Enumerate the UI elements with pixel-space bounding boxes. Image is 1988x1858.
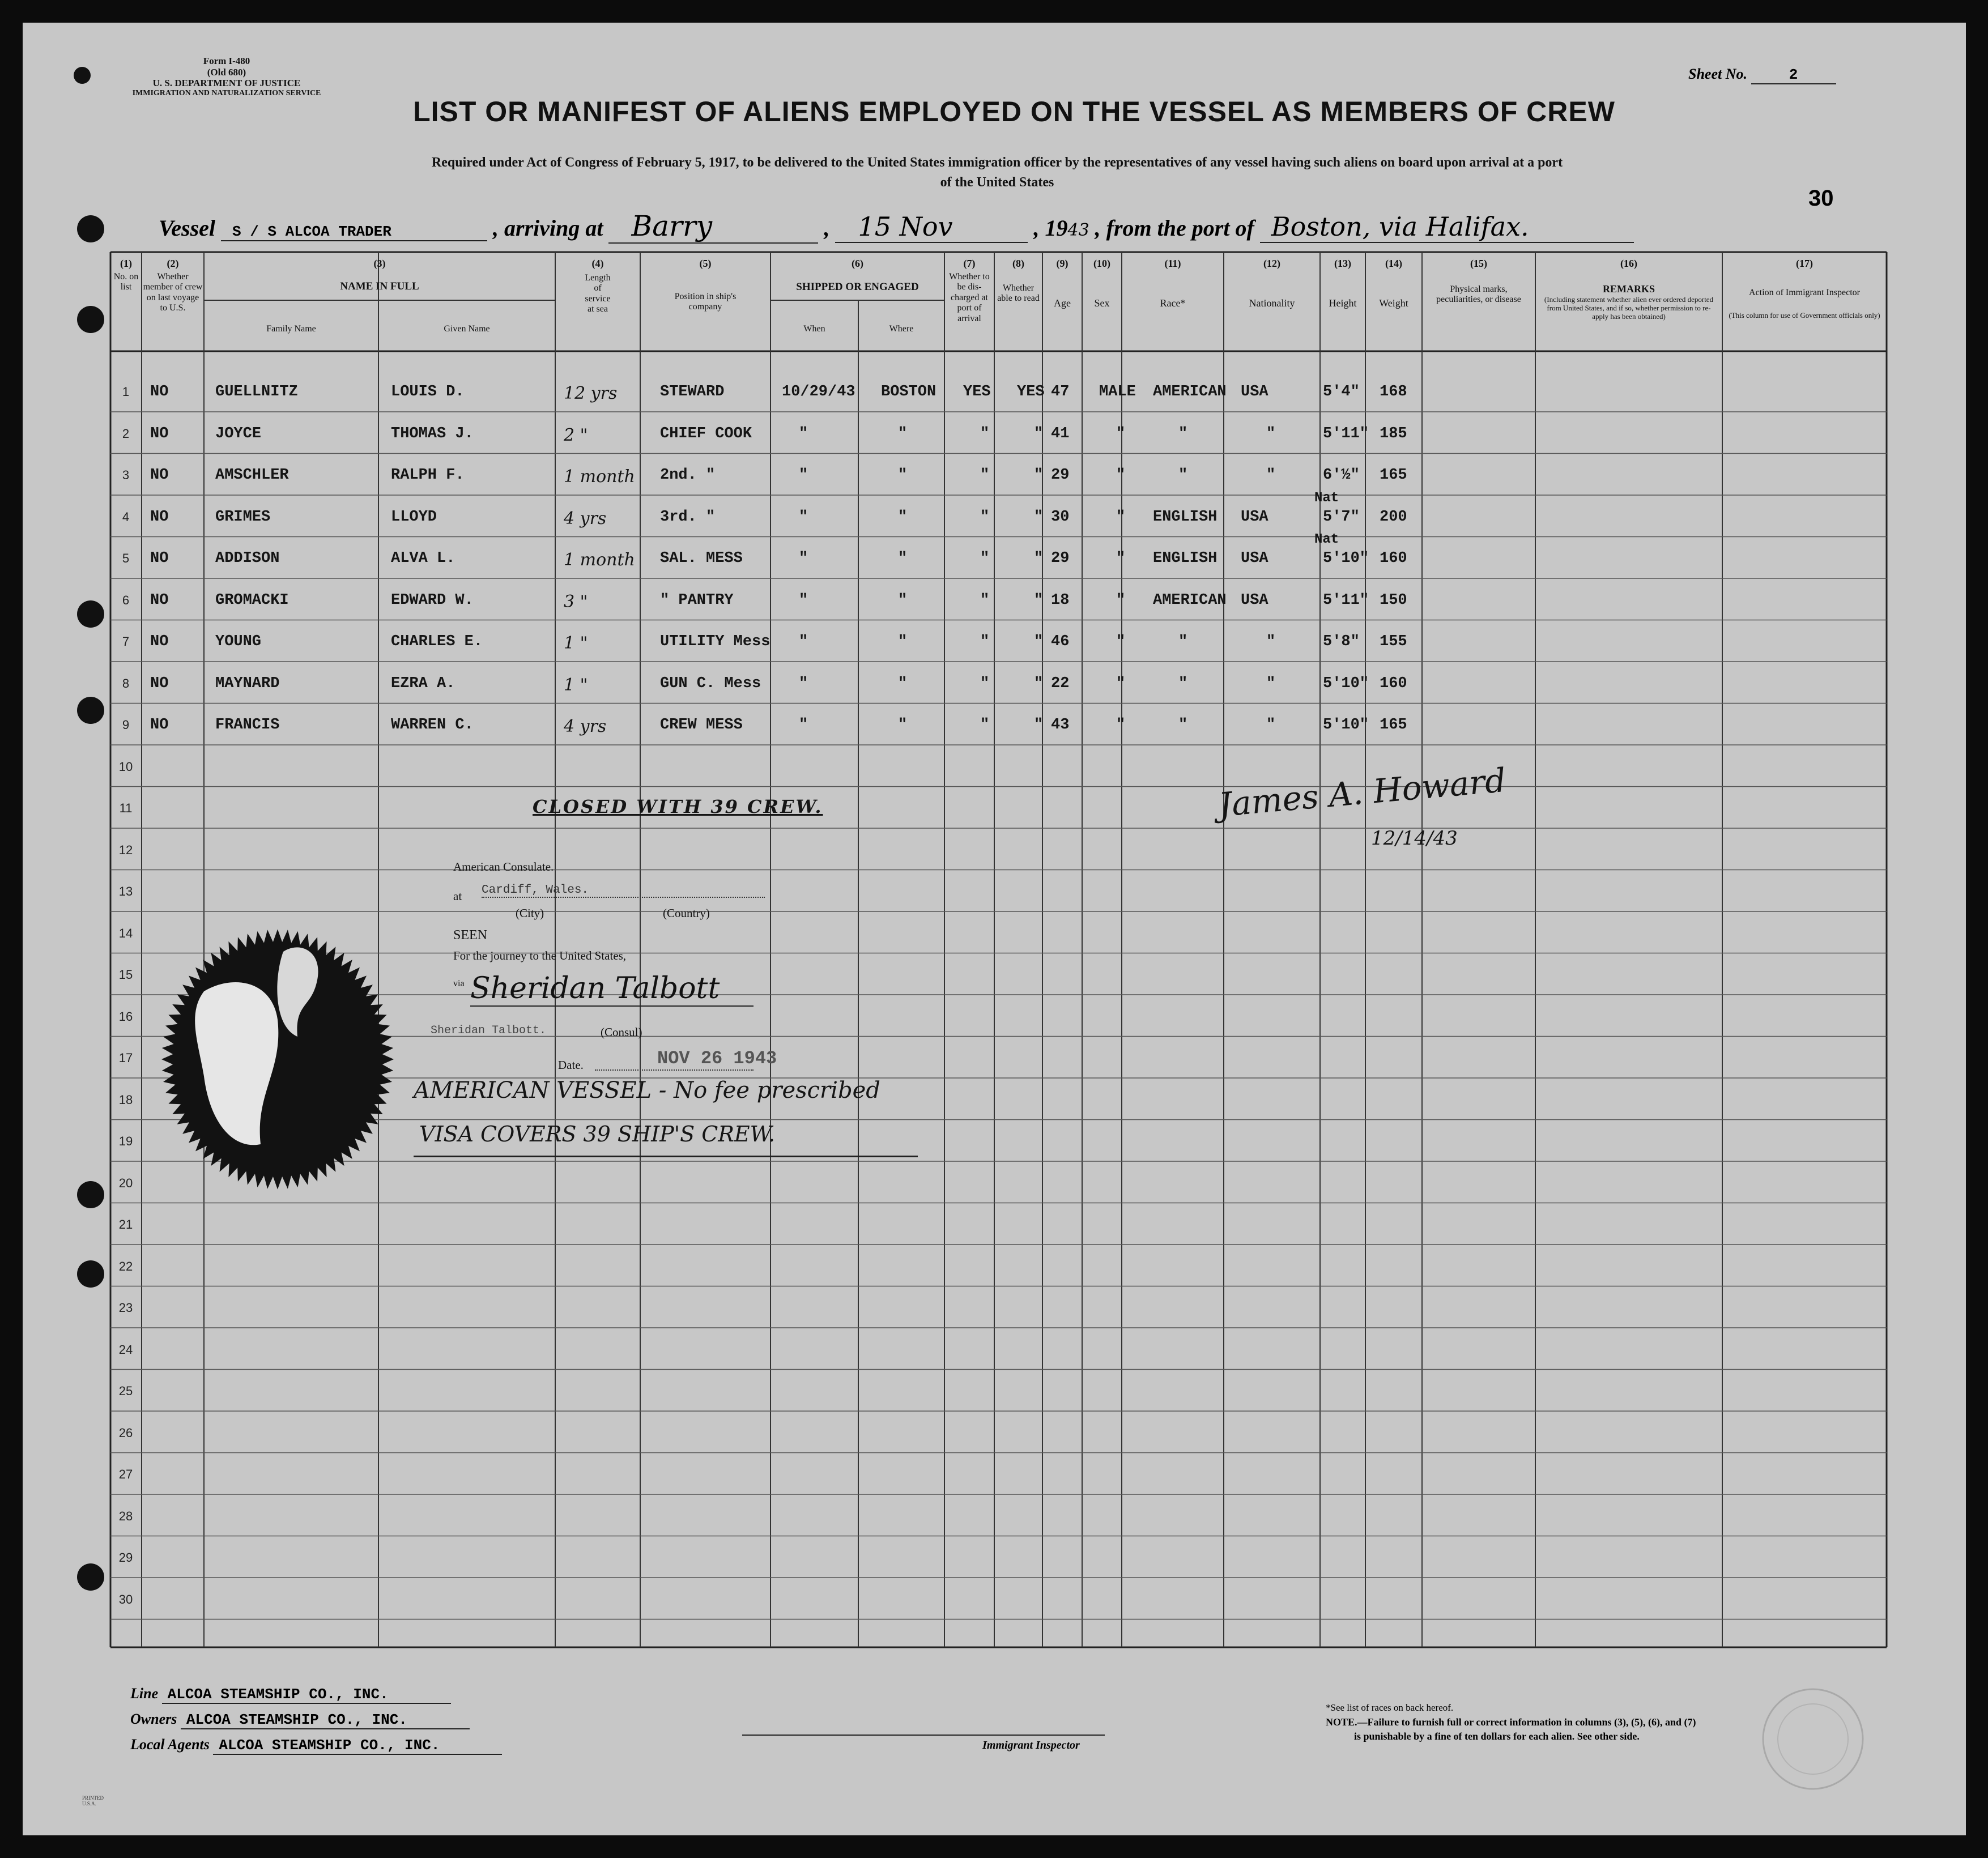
age-cell: 22 (1051, 675, 1070, 692)
col-8-label: Whether able to read (997, 283, 1040, 304)
shipped-when-cell: " (799, 467, 808, 484)
age-cell: 18 (1051, 591, 1070, 609)
col-7-num: (7) (963, 258, 976, 269)
service-length-cell: 2 " (564, 425, 588, 445)
sex-cell: " (1116, 508, 1126, 526)
sex-cell: MALE (1099, 383, 1136, 400)
row-number: 10 (118, 759, 133, 774)
col-13-num: (13) (1334, 258, 1351, 269)
row-number: 13 (118, 884, 133, 898)
row-number: 14 (118, 926, 133, 940)
prev-voyage-cell: NO (150, 550, 169, 567)
age-cell: 46 (1051, 633, 1070, 650)
height-cell: 5'11" (1323, 425, 1369, 442)
shipped-when-cell: " (799, 508, 808, 526)
date-line (595, 1069, 754, 1071)
col-13-label: Height (1329, 297, 1357, 309)
shipped-when-cell: " (799, 425, 808, 442)
row-number: 15 (118, 968, 133, 982)
footer-agents (130, 1736, 502, 1755)
discharged-cell: " (980, 508, 990, 526)
shipped-where-cell: " (898, 717, 908, 734)
row-number: 27 (118, 1467, 133, 1481)
age-cell: 30 (1051, 508, 1070, 526)
sex-cell: " (1116, 591, 1126, 609)
manifest-page (23, 23, 1966, 1835)
race-cell: " (1178, 467, 1188, 484)
inspector-signature: James A. Howard (1217, 760, 1508, 825)
weight-cell: 185 (1380, 425, 1407, 442)
arrival-port: Barry (608, 210, 818, 244)
sex-cell: " (1116, 467, 1126, 484)
vessel-label: Vessel (159, 215, 215, 241)
position-cell: 2nd. " (660, 467, 716, 484)
row-number: 11 (119, 801, 133, 815)
row-number: 26 (118, 1425, 133, 1440)
col-17-note: (This column for use of Government officials only) (1729, 311, 1880, 319)
row-number: 22 (118, 1259, 133, 1273)
shipped-where-cell: " (898, 425, 908, 442)
shipped-where-cell: " (898, 591, 908, 609)
given-name-cell: LOUIS D. (391, 383, 465, 400)
shipped-when-cell: " (799, 550, 808, 567)
prev-voyage-cell: NO (150, 717, 169, 734)
discharged-cell: " (980, 591, 990, 609)
col-3-num: (3) (373, 258, 386, 269)
service-length-cell: 4 yrs (564, 717, 607, 736)
able-to-read-cell: YES (1017, 383, 1045, 400)
given-name-cell: LLOYD (391, 508, 437, 526)
col-4-num: (4) (591, 258, 604, 269)
shipped-when-cell: " (799, 717, 808, 734)
closing-note: CLOSED WITH 39 CREW. (533, 796, 823, 817)
subtitle-line-1: Required under Act of Congress of February 5, 1917, to be delivered to the United States immigration officer by the representatives of any vessel having such aliens on board upon arrival at a port (431, 155, 1563, 170)
consulate-stamp (431, 855, 793, 1082)
given-name-cell: ALVA L. (391, 550, 456, 567)
age-cell: 29 (1051, 550, 1070, 567)
height-cell: 5'4" (1323, 383, 1360, 400)
service: IMMIGRATION AND NATURALIZATION SERVICE (132, 88, 321, 97)
sex-cell: " (1116, 717, 1126, 734)
shipped-when-cell: " (799, 675, 808, 692)
able-to-read-cell: " (1034, 508, 1044, 526)
col-7-label: Whether to be dis-charged at port of arrival (949, 272, 990, 323)
consulate-city: Cardiff, Wales. (482, 884, 765, 898)
departure-port: Boston, via Halifax. (1260, 211, 1634, 243)
position-cell: SAL. MESS (660, 550, 743, 567)
race-cell: " (1178, 633, 1188, 650)
prev-voyage-cell: NO (150, 425, 169, 442)
age-cell: 29 (1051, 467, 1070, 484)
row-number: 25 (118, 1384, 133, 1398)
col-12-label: Nationality (1249, 297, 1295, 309)
owners-label: Owners (130, 1711, 177, 1727)
shipped-where-cell: " (898, 675, 908, 692)
col-8-num: (8) (1012, 258, 1024, 269)
form-number: Form I-480 (203, 56, 250, 66)
col-17-label: Action of Immigrant Inspector (1749, 288, 1860, 297)
row-number: 18 (118, 1092, 133, 1107)
height-cell: 5'11" (1323, 591, 1369, 609)
given-name-cell: THOMAS J. (391, 425, 474, 442)
footer-line (130, 1685, 451, 1704)
from-label: , from the port of (1095, 215, 1254, 241)
line-label: Line (130, 1685, 159, 1702)
race-cell: ENGLISH (1153, 508, 1218, 526)
height-cell: 5'7" (1323, 508, 1360, 526)
via-label: via (453, 979, 465, 988)
height-cell: 5'10" (1323, 717, 1369, 734)
naturalized-note: Nat (1314, 532, 1339, 547)
shipped-when-cell: 10/29/43 (782, 383, 855, 400)
service-length-cell: 4 yrs (564, 508, 607, 529)
sex-cell: " (1116, 425, 1126, 442)
nationality-cell: USA (1241, 550, 1268, 567)
col-6-where: Where (889, 324, 914, 334)
printer-mark: PRINTED U.S.A. (82, 1795, 104, 1806)
height-cell: 5'10" (1323, 550, 1369, 567)
country-label: (Country) (663, 906, 710, 920)
nationality-cell: " (1266, 633, 1276, 650)
col-3-given: Given Name (444, 324, 490, 334)
nationality-cell: USA (1241, 383, 1268, 400)
footer-owners (130, 1711, 470, 1729)
discharged-cell: " (980, 717, 990, 734)
age-cell: 43 (1051, 717, 1070, 734)
nationality-cell: " (1266, 717, 1276, 734)
row-number: 16 (118, 1009, 133, 1024)
able-to-read-cell: " (1034, 633, 1044, 650)
col-9-label: Age (1054, 297, 1071, 309)
col-1-num: (1) (120, 258, 132, 269)
height-cell: 5'8" (1323, 633, 1360, 650)
nationality-cell: " (1266, 425, 1276, 442)
row-number: 5 (122, 551, 130, 565)
agents-label: Local Agents (130, 1736, 210, 1753)
inspector-label: Immigrant Inspector (982, 1739, 1080, 1752)
weight-cell: 200 (1380, 508, 1407, 526)
visa-note-1: AMERICAN VESSEL - No fee prescribed (414, 1077, 880, 1103)
sheet-value: 2 (1751, 66, 1836, 84)
col-6-when: When (803, 324, 825, 334)
discharged-cell: " (980, 633, 990, 650)
col-14-label: Weight (1379, 297, 1408, 309)
row-number: 2 (122, 426, 130, 441)
date-label: Date. (558, 1058, 584, 1072)
family-name-cell: GRIMES (215, 508, 271, 526)
position-cell: UTILITY Mess (660, 633, 770, 650)
row-number: 17 (118, 1051, 133, 1065)
nationality-cell: USA (1241, 591, 1268, 609)
height-cell: 6'½" (1323, 467, 1360, 484)
col-1-label: No. on list (113, 272, 139, 292)
race-cell: AMERICAN (1153, 591, 1227, 609)
consulate-title: American Consulate. (453, 860, 554, 873)
discharged-cell: " (980, 550, 990, 567)
row-number: 20 (118, 1175, 133, 1190)
row-number: 3 (122, 468, 130, 482)
row-number: 21 (118, 1217, 133, 1231)
col-17-num: (17) (1796, 258, 1813, 269)
race-cell: " (1178, 425, 1188, 442)
prev-voyage-cell: NO (150, 633, 169, 650)
inspector-signature-line (742, 1735, 1105, 1736)
age-cell: 47 (1051, 383, 1070, 400)
row-number: 23 (118, 1301, 133, 1315)
able-to-read-cell: " (1034, 675, 1044, 692)
discharged-cell: " (980, 425, 990, 442)
col-6-label: SHIPPED OR ENGAGED (796, 281, 919, 293)
service-length-cell: 12 yrs (564, 383, 618, 403)
col-11-label: Race* (1160, 297, 1186, 309)
consul-name: Sheridan Talbott. (431, 1024, 547, 1037)
family-name-cell: GUELLNITZ (215, 383, 298, 400)
row-number: 8 (122, 676, 130, 691)
race-cell: " (1178, 675, 1188, 692)
naturalized-note: Nat (1314, 490, 1339, 506)
fine-note-2: is punishable by a fine of ten dollars for each alien. See other side. (1354, 1731, 1640, 1742)
col-3-family: Family Name (266, 324, 316, 334)
service-length-cell: 1 " (564, 675, 588, 695)
able-to-read-cell: " (1034, 425, 1044, 442)
row-number: 24 (118, 1342, 133, 1357)
col-2-num: (2) (167, 258, 179, 269)
weight-cell: 165 (1380, 467, 1407, 484)
line-value: ALCOA STEAMSHIP CO., INC. (162, 1686, 451, 1704)
row-number: 1 (122, 385, 130, 399)
row-number: 29 (118, 1550, 133, 1565)
shipped-where-cell: " (898, 550, 908, 567)
consular-seal (142, 906, 414, 1212)
shipped-where-cell: " (898, 508, 908, 526)
consul-label: (Consul) (601, 1025, 642, 1039)
shipped-when-cell: " (799, 633, 808, 650)
able-to-read-cell: " (1034, 717, 1044, 734)
consul-signature: Sheridan Talbott (470, 971, 754, 1007)
given-name-cell: RALPH F. (391, 467, 465, 484)
page-title: LIST OR MANIFEST OF ALIENS EMPLOYED ON THE VESSEL AS MEMBERS OF CREW (413, 96, 1615, 127)
family-name-cell: GROMACKI (215, 591, 289, 609)
prev-voyage-cell: NO (150, 467, 169, 484)
race-cell: " (1178, 717, 1188, 734)
sex-cell: " (1116, 675, 1126, 692)
discharged-cell: " (980, 675, 990, 692)
shipped-where-cell: BOSTON (881, 383, 936, 400)
year-prefix: , 19 (1033, 215, 1068, 241)
col-15-label: Physical marks, peculiarities, or disease (1436, 284, 1521, 305)
visa-note-2: VISA COVERS 39 SHIP'S CREW. (419, 1122, 776, 1147)
vessel-line: Vessel S / S ALCOA TRADER , arriving at Barry , 15 Nov , 1943 , from the port of Boston, via Halifax. (159, 210, 1858, 244)
position-cell: GUN C. Mess (660, 675, 761, 692)
arriving-label: , arriving at (493, 215, 603, 241)
weight-cell: 160 (1380, 675, 1407, 692)
col-15-num: (15) (1470, 258, 1487, 269)
col-16-num: (16) (1620, 258, 1637, 269)
row-number: 19 (118, 1134, 133, 1148)
col-11-num: (11) (1164, 258, 1181, 269)
row-number: 28 (118, 1508, 133, 1523)
col-2-label: Whether member of crew on last voyage to U.S. (143, 272, 203, 313)
nationality-cell: " (1266, 675, 1276, 692)
row-number: 4 (122, 509, 130, 524)
col-4-label: Length of service at sea (585, 273, 611, 314)
prev-voyage-cell: NO (150, 591, 169, 609)
col-16-label: REMARKS (1602, 283, 1655, 295)
row-number: 9 (122, 718, 130, 732)
family-name-cell: YOUNG (215, 633, 262, 650)
service-length-cell: 1 month (564, 467, 635, 487)
weight-cell: 160 (1380, 550, 1407, 567)
nationality-cell: " (1266, 467, 1276, 484)
position-cell: " PANTRY (660, 591, 734, 609)
given-name-cell: WARREN C. (391, 717, 474, 734)
position-cell: 3rd. " (660, 508, 716, 526)
discharged-cell: YES (963, 383, 991, 400)
fine-note-1: NOTE.—Failure to furnish full or correct information in columns (3), (5), (6), and (7) (1326, 1716, 1696, 1728)
inspector-date: 12/14/43 (1371, 827, 1458, 850)
col-16-note: (Including statement whether alien ever ordered deported from United States, and if so, whether permission to re-apply has been obtained) (1544, 295, 1714, 321)
sex-cell: " (1116, 550, 1126, 567)
prev-voyage-cell: NO (150, 675, 169, 692)
family-name-cell: AMSCHLER (215, 467, 289, 484)
family-name-cell: MAYNARD (215, 675, 280, 692)
vessel-name: S / S ALCOA TRADER (221, 223, 487, 241)
col-14-num: (14) (1385, 258, 1402, 269)
sex-cell: " (1116, 633, 1126, 650)
owners-value: ALCOA STEAMSHIP CO., INC. (181, 1711, 470, 1729)
row-number: 30 (118, 1592, 133, 1606)
prev-voyage-cell: NO (150, 508, 169, 526)
archive-emboss (1751, 1682, 1875, 1796)
given-name-cell: EZRA A. (391, 675, 456, 692)
sheet-label: Sheet No. (1688, 66, 1747, 82)
race-cell: AMERICAN (1153, 383, 1227, 400)
city-label: (City) (516, 906, 544, 920)
col-10-num: (10) (1093, 258, 1110, 269)
col-9-num: (9) (1056, 258, 1069, 269)
position-cell: STEWARD (660, 383, 725, 400)
row-number: 12 (118, 842, 133, 857)
old-form-number: (Old 680) (207, 66, 246, 78)
family-name-cell: JOYCE (215, 425, 262, 442)
race-cell: ENGLISH (1153, 550, 1218, 567)
races-note: *See list of races on back hereof. (1326, 1702, 1454, 1713)
family-name-cell: FRANCIS (215, 717, 280, 734)
able-to-read-cell: " (1034, 467, 1044, 484)
seen-label: SEEN (453, 928, 487, 943)
discharged-cell: " (980, 467, 990, 484)
position-cell: CREW MESS (660, 717, 743, 734)
row-number: 6 (122, 593, 130, 607)
col-5-label: Position in ship's company (674, 292, 737, 312)
agents-value: ALCOA STEAMSHIP CO., INC. (213, 1737, 502, 1755)
subtitle-line-2: of the United States (940, 174, 1054, 190)
arrival-year: 43 (1067, 220, 1089, 240)
shipped-where-cell: " (898, 467, 908, 484)
col-3-label: NAME IN FULL (340, 280, 419, 292)
able-to-read-cell: " (1034, 591, 1044, 609)
col-6-num: (6) (852, 258, 863, 269)
arrival-date: 15 Nov (835, 211, 1028, 243)
journey-label: For the journey to the United States, (453, 949, 627, 962)
service-length-cell: 1 month (564, 550, 635, 570)
age-cell: 41 (1051, 425, 1070, 442)
position-cell: CHIEF COOK (660, 425, 752, 442)
col-10-label: Sex (1094, 297, 1110, 309)
shipped-when-cell: " (799, 591, 808, 609)
family-name-cell: ADDISON (215, 550, 280, 567)
nationality-cell: USA (1241, 508, 1268, 526)
shipped-where-cell: " (898, 633, 908, 650)
col-12-num: (12) (1263, 258, 1280, 269)
consul-date-stamp: NOV 26 1943 (657, 1048, 777, 1069)
service-length-cell: 3 " (564, 591, 588, 612)
given-name-cell: EDWARD W. (391, 591, 474, 609)
weight-cell: 150 (1380, 591, 1407, 609)
weight-cell: 168 (1380, 383, 1407, 400)
given-name-cell: CHARLES E. (391, 633, 483, 650)
weight-cell: 155 (1380, 633, 1407, 650)
department: U. S. DEPARTMENT OF JUSTICE (152, 78, 301, 89)
row-number: 7 (122, 634, 130, 649)
page-mark: 30 (1808, 186, 1834, 211)
height-cell: 5'10" (1323, 675, 1369, 692)
consulate-at-label: at (453, 889, 462, 903)
prev-voyage-cell: NO (150, 383, 169, 400)
able-to-read-cell: " (1034, 550, 1044, 567)
col-5-num: (5) (699, 258, 712, 269)
weight-cell: 165 (1380, 717, 1407, 734)
visa-note-underline (414, 1156, 918, 1157)
service-length-cell: 1 " (564, 633, 588, 653)
